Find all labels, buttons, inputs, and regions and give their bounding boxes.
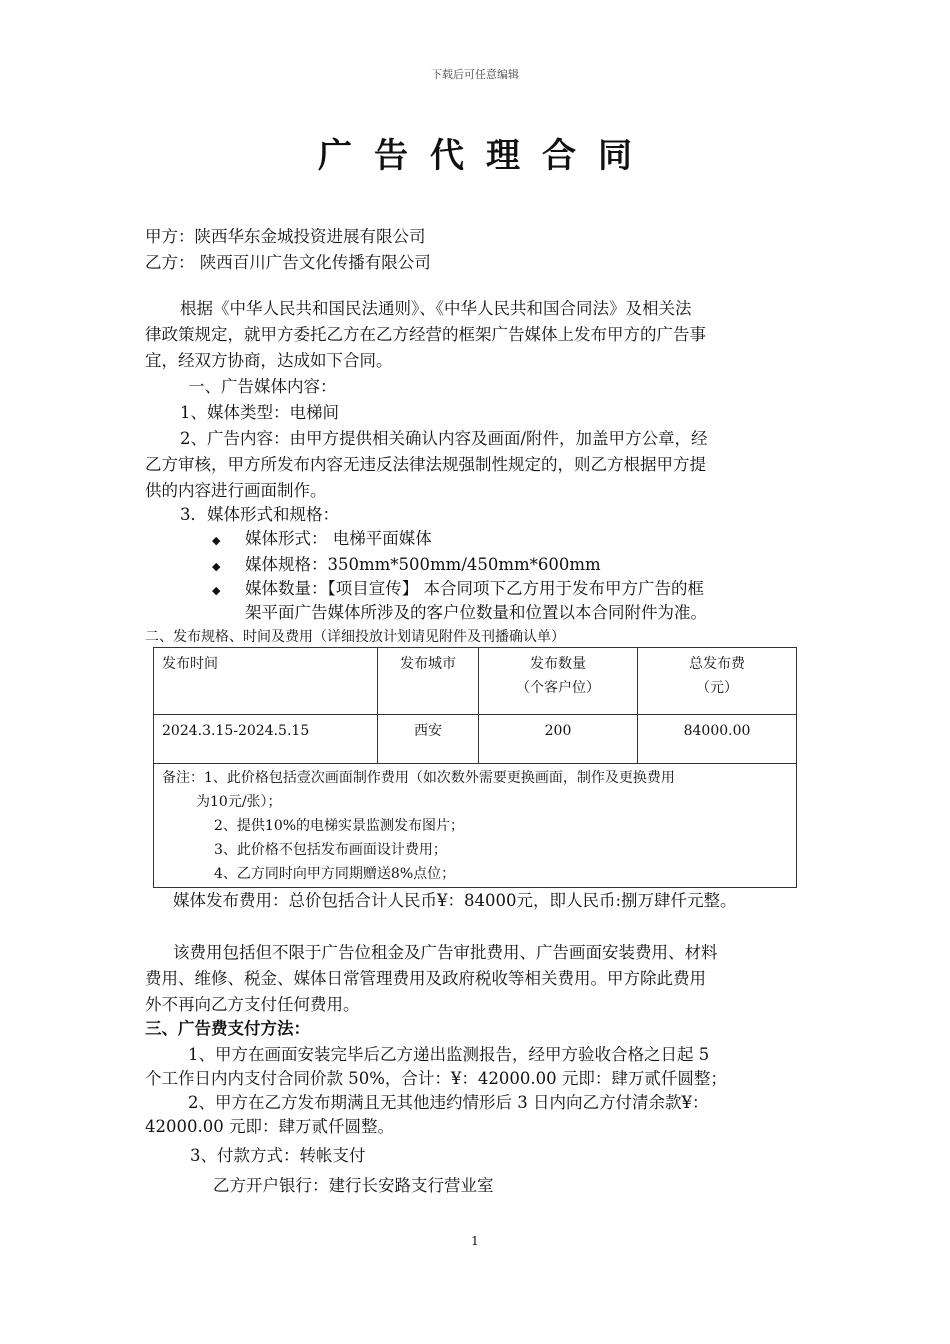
note-line-3: 2、提供10%的电梯实景监测发布图片；	[214, 818, 465, 834]
release-spec-table	[153, 647, 797, 888]
fee-desc-line3: 外不再向乙方支付任何费用。	[145, 995, 360, 1014]
section1-item2-line3: 供的内容进行画面制作。	[145, 481, 327, 500]
section3-item1-line2: 个工作日内内支付合同价款 50%，合计：¥：42000.00 元即：肆万贰仟圆整；	[145, 1069, 727, 1088]
section1-heading: 一、广告媒体内容：	[188, 377, 337, 396]
intro-line-2: 律政策规定，就甲方委托乙方在乙方经营的框架广告媒体上发布甲方的广告事	[145, 325, 706, 344]
bullet-icon: ◆	[212, 584, 221, 597]
header-cell-time: 发布时间	[154, 648, 378, 715]
header-cell-city: 发布城市	[378, 648, 479, 715]
table-header-row	[154, 648, 797, 715]
header-cell-quantity: 发布数量 （个客户位）	[479, 648, 638, 715]
section3-item3: 3、付款方式：转帐支付	[190, 1146, 366, 1165]
bullet-icon: ◆	[212, 534, 221, 547]
fee-desc-line1: 该费用包括但不限于广告位租金及广告审批费用、广告画面安装费用、材料	[173, 943, 718, 962]
note-line-1: 备注：1、此价格包括壹次画面制作费用（如次数外需要更换画面，制作及更换费用	[162, 770, 675, 786]
intro-line-1: 根据《中华人民共和国民法通则》、《中华人民共和国合同法》及相关法	[180, 299, 692, 318]
fee-desc-line2: 费用、维修、税金、媒体日常管理费用及政府税收等相关费用。甲方除此费用	[145, 969, 706, 988]
page-title: 广告代理合同	[318, 136, 654, 176]
bullet-media-quantity: 媒体数量：【项目宣传】 本合同项下乙方用于发布甲方广告的框	[245, 579, 704, 598]
fee-line: 媒体发布费用：总价包括合计人民币¥：84000元，即人民币:捌万肆仟元整。	[173, 891, 737, 910]
cell-total-fee: 84000.00	[638, 715, 797, 764]
bank-info: 乙方开户银行：建行长安路支行营业室	[213, 1176, 494, 1195]
bullet-media-form: 媒体形式： 电梯平面媒体	[245, 529, 432, 548]
party-b: 乙方： 陕西百川广告文化传播有限公司	[145, 253, 431, 272]
intro-line-3: 宜，经双方协商，达成如下合同。	[145, 351, 393, 370]
table-row	[154, 715, 797, 764]
page-number: 1	[471, 1234, 479, 1248]
section3-item1-line1: 1、甲方在画面安装完毕后乙方递出监测报告，经甲方验收合格之日起 5	[188, 1045, 710, 1064]
cell-time: 2024.3.15-2024.5.15	[154, 715, 378, 764]
section3-item2-line1: 2、甲方在乙方发布期满且无其他违约情形后 3 日内向乙方付清余款¥：	[188, 1093, 709, 1112]
section3-item2-line2: 42000.00 元即：肆万贰仟圆整。	[145, 1117, 394, 1136]
bullet-media-quantity-cont: 架平面广告媒体所涉及的客户位数量和位置以本合同附件为准。	[245, 603, 707, 622]
notes-cell	[154, 764, 797, 888]
cell-quantity: 200	[479, 715, 638, 764]
note-line-5: 4、乙方同时向甲方同期赠送8%点位；	[214, 866, 456, 882]
section1-item2-line2: 乙方审核，甲方所发布内容无违反法律法规强制性规定的，则乙方根据甲方提	[145, 455, 706, 474]
section1-item3: 3．媒体形式和规格：	[180, 505, 339, 524]
section2-heading: 二、发布规格、时间及费用（详细投放计划请见附件及刊播确认单）	[145, 629, 565, 645]
cell-city: 西安	[378, 715, 479, 764]
header-cell-total-fee: 总发布费 （元）	[638, 648, 797, 715]
bullet-icon: ◆	[212, 560, 221, 573]
section1-item2-line1: 2、广告内容：由甲方提供相关确认内容及画面/附件，加盖甲方公章，经	[180, 429, 708, 448]
section1-item1: 1、媒体类型：电梯间	[180, 403, 339, 422]
note-line-2: 为10元/张）；	[196, 794, 282, 810]
table-notes-row	[154, 764, 797, 888]
header-note: 下载后可任意编辑	[431, 68, 519, 81]
bullet-media-spec: 媒体规格：350mm*500mm/450mm*600mm	[245, 555, 601, 574]
party-a: 甲方：陕西华东金城投资进展有限公司	[145, 227, 426, 246]
section3-heading: 三、广告费支付方法：	[145, 1019, 310, 1038]
note-line-4: 3、此价格不包括发布画面设计费用；	[214, 842, 447, 858]
